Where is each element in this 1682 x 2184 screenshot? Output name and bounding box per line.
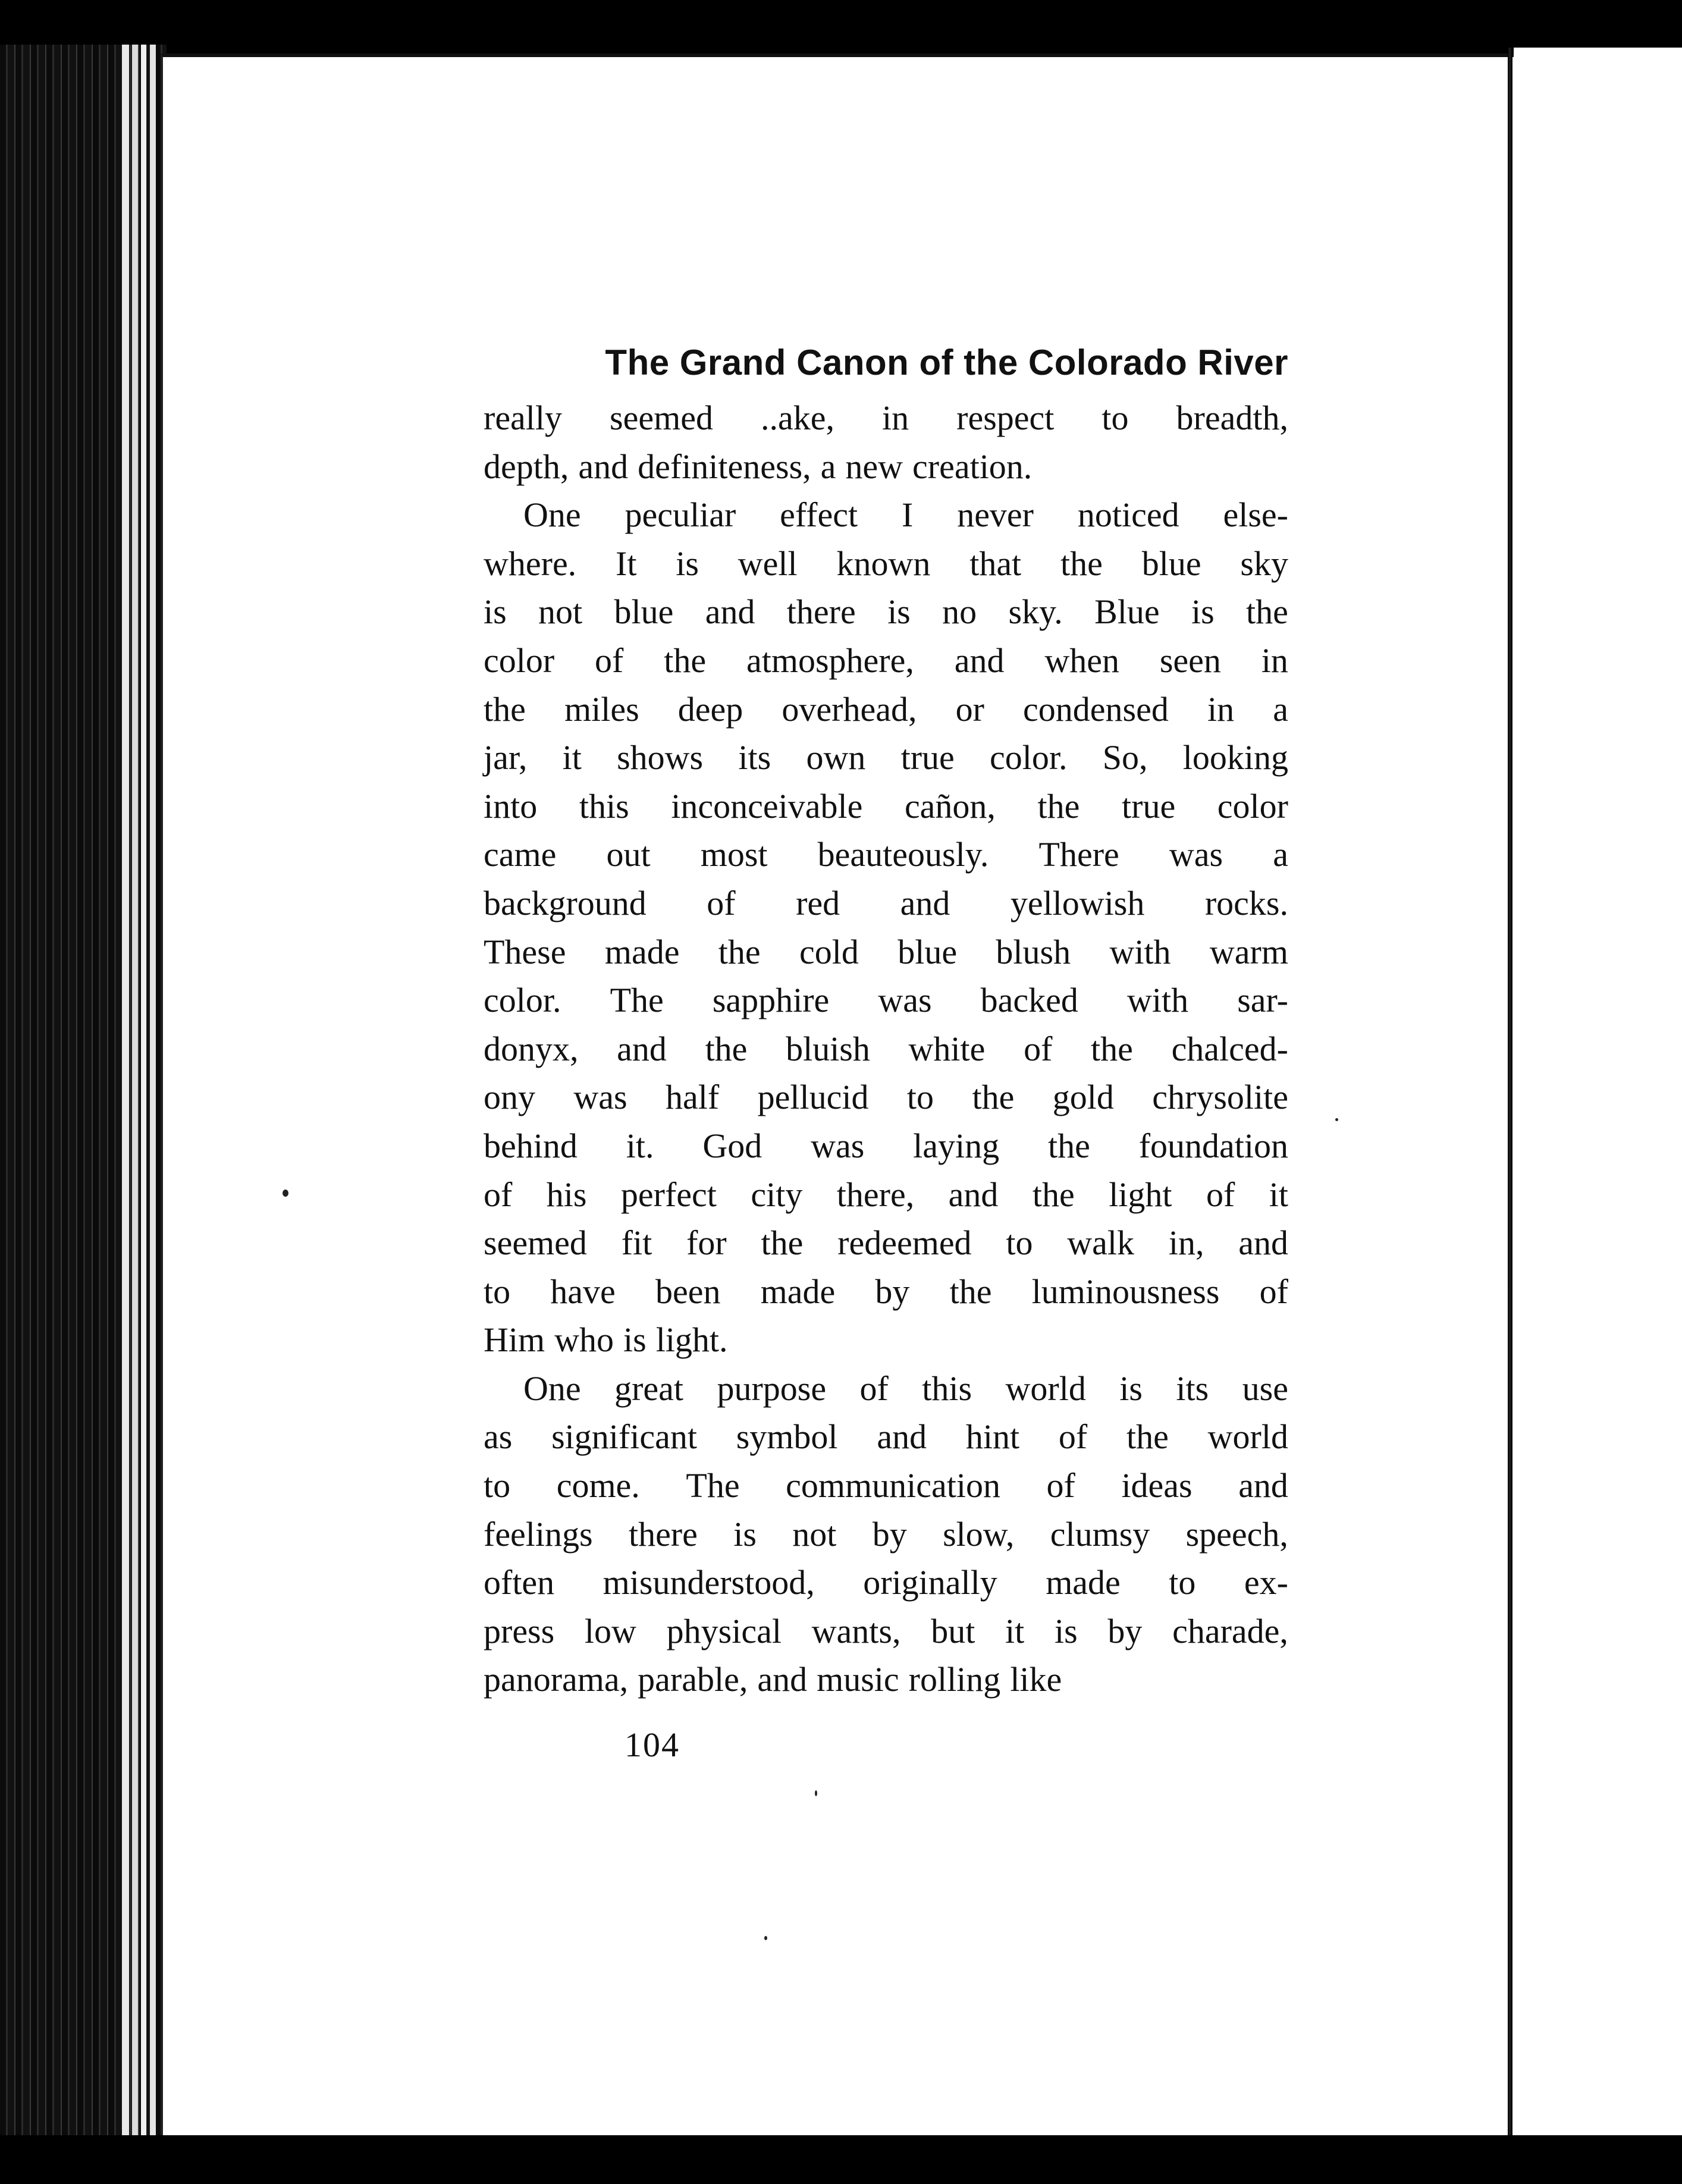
word: the	[484, 689, 526, 729]
word: seemed	[484, 1223, 587, 1263]
text-line	[484, 1267, 1288, 1316]
book-gutter	[1508, 48, 1512, 2135]
word: where.	[484, 544, 577, 583]
text-line	[484, 1413, 1288, 1461]
word: hint	[965, 1417, 1020, 1457]
text-line	[484, 733, 1288, 782]
text-line	[484, 1025, 1288, 1074]
word: the	[1246, 592, 1288, 632]
word: a	[1273, 689, 1288, 729]
text-line	[484, 685, 1288, 734]
word: it	[562, 738, 582, 777]
word: feelings	[484, 1514, 593, 1554]
word: pellucid	[757, 1078, 869, 1117]
text-line	[484, 830, 1288, 879]
word: into	[484, 786, 538, 826]
text-line	[484, 636, 1288, 685]
word: So,	[1102, 738, 1148, 777]
word: physical	[666, 1611, 782, 1650]
word: it.	[626, 1126, 654, 1165]
word: the	[718, 932, 761, 971]
word: great	[614, 1369, 683, 1408]
word: the	[1037, 786, 1080, 826]
text-line	[484, 782, 1288, 831]
word: These	[484, 932, 566, 971]
word: yellowish	[1010, 883, 1145, 922]
word: to	[906, 1078, 934, 1117]
word: Blue	[1094, 592, 1160, 632]
word: made	[1046, 1563, 1121, 1602]
word: peculiar	[625, 495, 736, 535]
word: world	[1207, 1417, 1288, 1457]
word: and	[757, 1660, 808, 1699]
word: God	[702, 1126, 762, 1165]
text-line	[484, 539, 1288, 588]
word: blush	[996, 932, 1071, 971]
text-line	[484, 1073, 1288, 1122]
word: most	[700, 835, 768, 874]
word: noticed	[1077, 495, 1179, 535]
word: made	[760, 1272, 836, 1311]
word: The	[686, 1466, 740, 1505]
word: sky	[1240, 544, 1288, 583]
word: with	[1109, 932, 1171, 971]
word: looking	[1182, 738, 1288, 777]
word: rolling	[908, 1660, 1001, 1699]
word: background	[484, 883, 647, 922]
word: wants,	[811, 1611, 901, 1650]
word: in,	[1168, 1223, 1204, 1263]
word: cañon,	[904, 786, 996, 826]
word: with	[1126, 981, 1189, 1020]
text-line	[484, 976, 1288, 1025]
word: misunderstood,	[602, 1563, 815, 1602]
word: was	[878, 981, 932, 1020]
word: and	[705, 592, 755, 632]
word: seemed	[610, 398, 713, 437]
word: white	[908, 1029, 986, 1068]
word: low	[584, 1611, 636, 1650]
text-line	[484, 443, 1288, 491]
word: communication	[786, 1466, 1000, 1505]
word: the	[949, 1272, 992, 1311]
word: light	[1109, 1175, 1172, 1214]
word: of	[1058, 1417, 1088, 1457]
word: chalced-	[1171, 1029, 1288, 1068]
text-line	[484, 1171, 1288, 1219]
word: of	[859, 1369, 889, 1408]
body-text	[484, 394, 1288, 1704]
word: of	[1024, 1029, 1053, 1068]
word: have	[550, 1272, 616, 1311]
text-line	[484, 928, 1288, 977]
word: is	[733, 1514, 757, 1554]
word: city	[751, 1175, 803, 1214]
word: color.	[484, 981, 561, 1020]
word: sar-	[1237, 981, 1288, 1020]
word: definiteness,	[638, 447, 811, 486]
page-number: 104	[625, 1725, 680, 1764]
word: redeemed	[837, 1223, 972, 1263]
word: by	[875, 1272, 910, 1311]
word: blue	[614, 592, 674, 632]
text-line	[484, 1461, 1288, 1510]
word: by	[1107, 1611, 1143, 1650]
word: inconceivable	[671, 786, 863, 826]
page-text-block	[484, 339, 1288, 1704]
word: there	[628, 1514, 698, 1554]
running-head: The Grand Canon of the Colorado River	[605, 343, 1288, 382]
word: panorama,	[484, 1660, 629, 1699]
word: is	[676, 544, 699, 583]
word: and	[578, 447, 629, 486]
word: really	[484, 398, 563, 437]
word: slow,	[943, 1514, 1015, 1554]
word: warm	[1209, 932, 1288, 971]
word: and	[954, 641, 1005, 680]
page-edge-strip	[141, 45, 146, 2153]
word: originally	[863, 1563, 997, 1602]
word: this	[922, 1369, 972, 1408]
scan-speck	[815, 1790, 817, 1796]
word: foundation	[1138, 1126, 1288, 1165]
word: true	[1122, 786, 1176, 826]
word: the	[761, 1223, 804, 1263]
word: and	[877, 1417, 927, 1457]
word: to	[1169, 1563, 1196, 1602]
word: One	[523, 495, 581, 535]
word: ..ake,	[760, 398, 834, 437]
word: beauteously.	[817, 835, 989, 874]
word: world	[1005, 1369, 1086, 1408]
word: not	[538, 592, 583, 632]
scan-speck	[1335, 1118, 1338, 1121]
word: The	[610, 981, 664, 1020]
word: by	[872, 1514, 907, 1554]
word: is	[623, 1320, 647, 1360]
word: sky.	[1008, 592, 1063, 632]
text-line	[484, 879, 1288, 928]
word: music	[817, 1660, 899, 1699]
word: is	[1191, 592, 1215, 632]
word: fit	[621, 1223, 652, 1263]
word: his	[546, 1175, 587, 1214]
word: jar,	[484, 738, 528, 777]
word: behind	[484, 1126, 578, 1165]
scan-bottom-border	[0, 2135, 1682, 2184]
word: rocks.	[1204, 883, 1288, 922]
scan-speck	[283, 1190, 288, 1197]
text-line	[484, 1122, 1288, 1171]
word: donyx,	[484, 1029, 579, 1068]
word: blue	[1141, 544, 1201, 583]
word: this	[579, 786, 629, 826]
word: well	[738, 544, 798, 583]
word: new	[845, 447, 903, 486]
word: own	[806, 738, 866, 777]
word: true	[900, 738, 955, 777]
scan-speck	[764, 1936, 767, 1940]
word: deep	[677, 689, 743, 729]
word: gold	[1052, 1078, 1114, 1117]
word: it	[1005, 1611, 1025, 1650]
word: overhead,	[782, 689, 917, 729]
word: laying	[913, 1126, 1000, 1165]
word: walk	[1067, 1223, 1135, 1263]
word: out	[606, 835, 651, 874]
word: of	[1259, 1272, 1288, 1311]
word: is	[887, 592, 911, 632]
word: of	[595, 641, 624, 680]
word: as	[484, 1417, 513, 1457]
word: or	[955, 689, 984, 729]
word: miles	[564, 689, 639, 729]
word: been	[655, 1272, 721, 1311]
word: ony	[484, 1078, 535, 1117]
word: the	[1032, 1175, 1075, 1214]
word: One	[523, 1369, 581, 1408]
word: and	[617, 1029, 667, 1068]
word: symbol	[736, 1417, 838, 1457]
word: to	[484, 1272, 511, 1311]
word: perfect	[620, 1175, 717, 1214]
word: not	[792, 1514, 837, 1554]
text-line	[484, 394, 1288, 443]
word: half	[666, 1078, 720, 1117]
word: and	[1238, 1466, 1288, 1505]
word: made	[604, 932, 680, 971]
word: ex-	[1244, 1563, 1288, 1602]
word: effect	[780, 495, 858, 535]
word: red	[796, 883, 840, 922]
word: often	[484, 1563, 555, 1602]
word: depth,	[484, 447, 569, 486]
scan-top-border	[0, 0, 1682, 45]
word: a	[1273, 835, 1288, 874]
word: there,	[836, 1175, 915, 1214]
text-line	[484, 1219, 1288, 1267]
facing-page-edge	[1514, 48, 1682, 2135]
word: to	[484, 1466, 511, 1505]
word: the	[705, 1029, 748, 1068]
word: color.	[990, 738, 1068, 777]
word: of	[707, 883, 736, 922]
text-line	[484, 1558, 1288, 1607]
word: who	[554, 1320, 614, 1360]
word: the	[664, 641, 707, 680]
word: else-	[1223, 495, 1288, 535]
word: respect	[956, 398, 1055, 437]
word: bluish	[786, 1029, 870, 1068]
word: I	[901, 495, 914, 535]
word: of	[484, 1175, 513, 1214]
word: that	[969, 544, 1022, 583]
word: and	[948, 1175, 999, 1214]
word: and	[900, 883, 950, 922]
word: come.	[556, 1466, 640, 1505]
word: charade,	[1172, 1611, 1288, 1650]
word: condensed	[1023, 689, 1169, 729]
word: the	[1060, 544, 1103, 583]
word: in	[1207, 689, 1235, 729]
word: in	[1261, 641, 1288, 680]
text-line	[484, 1655, 1288, 1704]
word: and	[1238, 1223, 1288, 1263]
word: a	[820, 447, 836, 486]
word: blue	[898, 932, 958, 971]
word: cold	[799, 932, 859, 971]
word: atmosphere,	[746, 641, 914, 680]
word: to	[1102, 398, 1129, 437]
word: it	[1269, 1175, 1288, 1214]
word: of	[1046, 1466, 1075, 1505]
word: color	[1217, 786, 1288, 826]
page-edge-strip	[132, 45, 138, 2153]
word: never	[957, 495, 1034, 535]
word: clumsy	[1050, 1514, 1150, 1554]
text-line	[484, 588, 1288, 636]
text-line	[484, 1510, 1288, 1559]
word: to	[1006, 1223, 1033, 1263]
word: Him	[484, 1320, 545, 1360]
text-line	[484, 1316, 1288, 1364]
word: the	[1047, 1126, 1090, 1165]
page-edge-strip	[122, 45, 129, 2153]
word: known	[836, 544, 931, 583]
word: the	[1126, 1417, 1169, 1457]
word: was	[573, 1078, 627, 1117]
word: the	[1091, 1029, 1133, 1068]
word: is	[1055, 1611, 1078, 1650]
word: purpose	[717, 1369, 827, 1408]
word: use	[1242, 1369, 1288, 1408]
word: is	[1119, 1369, 1143, 1408]
word: no	[942, 592, 977, 632]
word: luminousness	[1031, 1272, 1220, 1311]
word: its	[1176, 1369, 1209, 1408]
word: It	[616, 544, 637, 583]
word: in	[882, 398, 909, 437]
word: There	[1038, 835, 1119, 874]
word: backed	[980, 981, 1078, 1020]
text-line	[484, 491, 1288, 539]
text-line	[484, 1364, 1288, 1413]
word: like	[1010, 1660, 1062, 1699]
word: light.	[655, 1320, 728, 1360]
word: was	[811, 1126, 865, 1165]
word: ideas	[1121, 1466, 1193, 1505]
word: but	[931, 1611, 975, 1650]
word: was	[1169, 835, 1223, 874]
word: press	[484, 1611, 555, 1650]
word: of	[1206, 1175, 1235, 1214]
word: its	[738, 738, 771, 777]
word: when	[1044, 641, 1119, 680]
text-line	[484, 1607, 1288, 1656]
word: the	[972, 1078, 1015, 1117]
word: seen	[1159, 641, 1221, 680]
word: parable,	[638, 1660, 748, 1699]
word: color	[484, 641, 555, 680]
page-edge-strip	[150, 45, 156, 2153]
word: chrysolite	[1152, 1078, 1288, 1117]
word: came	[484, 835, 557, 874]
word: sapphire	[712, 981, 830, 1020]
word: is	[484, 592, 507, 632]
word: speech,	[1185, 1514, 1288, 1554]
word: shows	[617, 738, 704, 777]
word: breadth,	[1176, 398, 1288, 437]
word: creation.	[912, 447, 1033, 486]
word: there	[786, 592, 856, 632]
word: for	[686, 1223, 727, 1263]
word: significant	[551, 1417, 697, 1457]
